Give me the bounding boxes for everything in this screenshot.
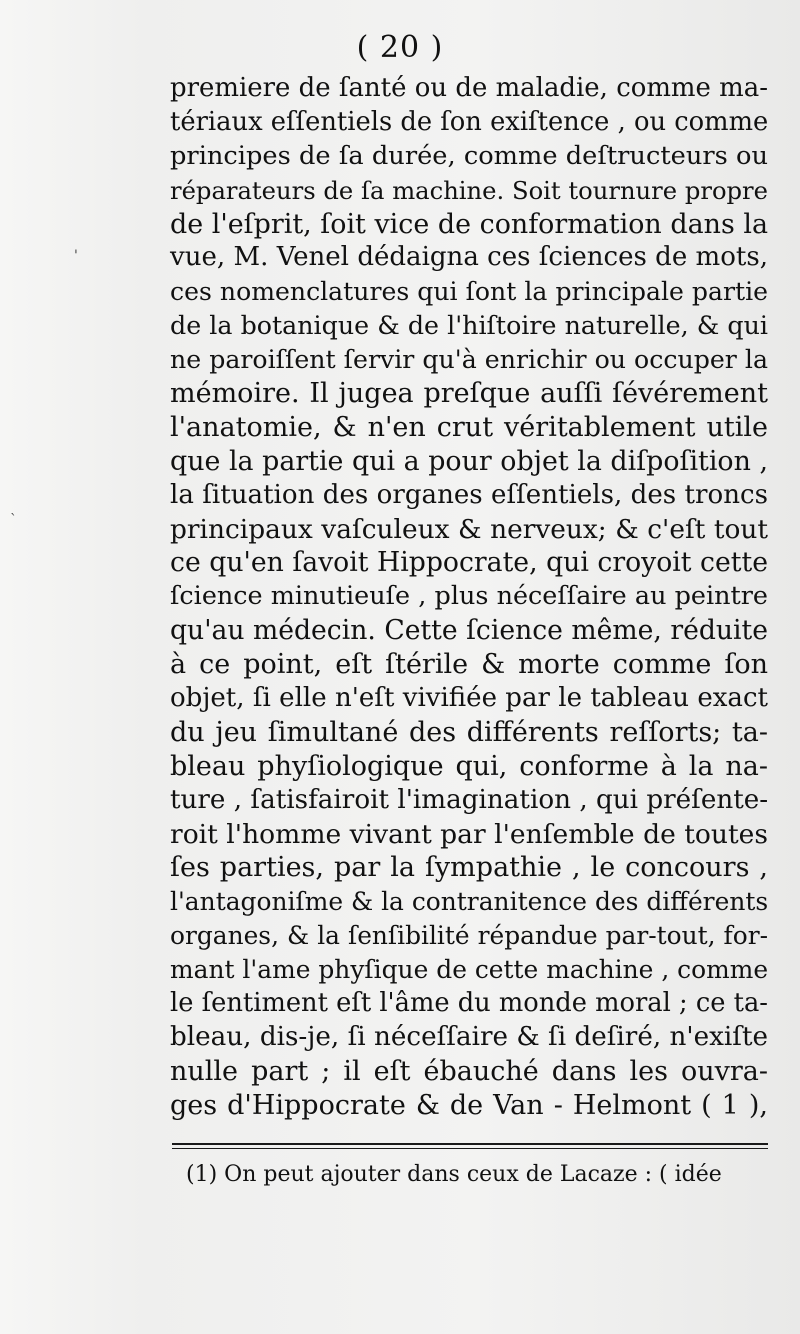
text-line: roit l'homme vivant par l'enſemble de toutes <box>170 818 768 850</box>
text-line: organes, & la ſenſibilité répandue par-tout, for- <box>170 921 768 951</box>
margin-mark: ' <box>74 248 78 264</box>
text-line: vue, M. Venel dédaigna ces ſciences de mots, <box>170 242 768 273</box>
text-line: de la botanique & de l'hiſtoire naturelle, & qui <box>170 311 768 341</box>
text-line: ces nomenclatures qui ſont la principale partie <box>170 277 768 307</box>
text-line: ce qu'en ſavoit Hippocrate, qui croyoit cette <box>170 547 768 579</box>
text-line: ſes parties, par la ſympathie , le concours , <box>170 852 768 884</box>
text-line: mémoire. Il jugea preſque auſſi ſévérement <box>170 378 768 410</box>
page-number: ( 20 ) <box>356 30 444 65</box>
footnote-rule-thin <box>172 1148 768 1149</box>
body-text <box>170 72 768 1123</box>
text-line: ſcience minutieuſe , plus néceſſaire au peintre <box>170 581 768 612</box>
text-line: bleau, dis-je, ſi néceſſaire & ſi deſiré, n'exiſte <box>170 1021 768 1052</box>
text-line: ges d'Hippocrate & de Van - Helmont ( 1 ), <box>170 1089 768 1121</box>
text-line: premiere de ſanté ou de maladie, comme ma- <box>170 73 768 103</box>
text-line: du jeu ſimultané des différents reſſorts; ta- <box>170 716 768 748</box>
text-line: principaux vaſculeux & nerveux; & c'eſt tout <box>170 513 768 545</box>
text-line: ture , ſatisfairoit l'imagination , qui préſente- <box>170 784 769 815</box>
text-line: la ſituation des organes eſſentiels, des troncs <box>170 479 768 510</box>
margin-mark: ` <box>10 512 17 528</box>
text-line: de l'eſprit, ſoit vice de conformation dans la <box>170 208 768 240</box>
footnote: (1) On peut ajouter dans ceux de Lacaze : ( idée <box>186 1162 722 1187</box>
text-line: réparateurs de ſa machine. Soit tournure propre <box>170 175 768 205</box>
text-line: nulle part ; il eſt ébauché dans les ouvra- <box>170 1055 768 1087</box>
text-line: ne paroiſſent ſervir qu'à enrichir ou occuper la <box>170 345 768 375</box>
text-line: qu'au médecin. Cette ſcience même, réduite <box>170 615 768 647</box>
text-line: l'antagoniſme & la contranitence des différents <box>170 887 769 917</box>
text-line: bleau phyſiologique qui, conforme à la na- <box>170 750 768 782</box>
text-line: tériaux eſſentiels de ſon exiſtence , ou comme <box>170 106 769 137</box>
footnote-rule <box>172 1143 768 1145</box>
text-line: l'anatomie, & n'en crut véritablement utile <box>170 411 768 443</box>
text-line: le ſentiment eſt l'âme du monde moral ; ce ta- <box>170 988 768 1019</box>
text-line: à ce point, eſt ſtérile & morte comme ſon <box>170 649 768 681</box>
text-line: principes de ſa durée, comme deſtructeurs ou <box>170 140 768 171</box>
text-line: que la partie qui a pour objet la diſpoſition , <box>170 445 768 477</box>
text-line: mant l'ame phyſique de cette machine , comme <box>170 955 769 985</box>
text-line: objet, ſi elle n'eſt vivifiée par le tableau exact <box>170 683 768 714</box>
